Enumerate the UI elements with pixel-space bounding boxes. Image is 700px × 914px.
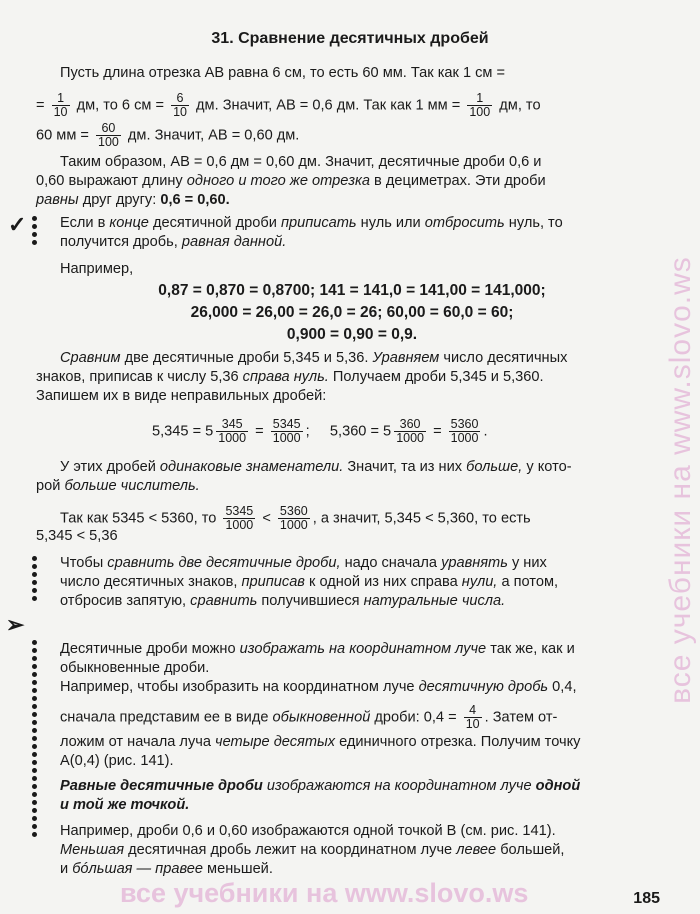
coord-line3: Например, чтобы изобразить на координатном луче десятичную дробь 0,4,: [60, 679, 577, 695]
rule2-line1: Чтобы сравнить две десятичные дроби, надо сначала уравнять у них: [60, 555, 547, 571]
rule-dots: [32, 216, 38, 248]
compare-line2: знаков, приписав к числу 5,36 справа нуль. Получаем дроби 5,345 и 5,360.: [36, 369, 544, 385]
fraction: $\frac{1}{100}$: [469, 91, 491, 119]
coord-line4: сначала представим ее в виде обыкновенной дроби: 0,4 = $\frac{4}{10}$ . Затем от-: [60, 703, 558, 731]
rule2-line3: отбросив запятую, сравнить получившиеся натуральные числа.: [60, 593, 506, 609]
fraction: $\frac{5345}{1000}$: [272, 417, 301, 445]
para5-line3: и бóльшая — правее меньшей.: [60, 861, 273, 877]
page-number: 185: [633, 890, 660, 907]
fraction: $\frac{360}{1000}$: [396, 417, 424, 445]
example-equality-1: 0,87 = 0,870 = 0,8700; 141 = 141,0 = 141,00 = 141,000;: [158, 282, 546, 299]
fraction: $\frac{5360}{1000}$: [279, 504, 308, 532]
para2-line3: равны друг другу: 0,6 = 0,60.: [36, 192, 230, 208]
coord-line6: A(0,4) (рис. 141).: [60, 753, 174, 769]
example-label: Например,: [60, 261, 134, 277]
rule-dots: [32, 556, 38, 604]
side-watermark: все учебники на www.slovo.ws: [664, 256, 697, 704]
para5-line2: Меньшая десятичная дробь лежит на координатном луче левее большей,: [60, 842, 565, 858]
para3-line2: рой больше числитель.: [36, 478, 200, 494]
pen-pointer-icon: ➢: [6, 612, 25, 637]
para5-line1: Например, дроби 0,6 и 0,60 изображаются одной точкой B (см. рис. 141).: [60, 823, 556, 839]
rule2-line2: число десятичных знаков, приписав к одной из них справа нули, а потом,: [60, 574, 559, 590]
fraction: $\frac{1}{10}$: [53, 91, 68, 119]
rule1-line2: получится дробь, равная данной.: [60, 234, 287, 250]
para2-line2: 0,60 выражают длину одного и того же отрезка в дециметрах. Эти дроби: [36, 173, 546, 189]
para2-line1: Таким образом, AB = 0,6 дм = 0,60 дм. Значит, десятичные дроби 0,6 и: [60, 154, 542, 170]
para4-line1: Так как 5345 < 5360, то $\frac{5345}{1000}$ < $\frac{5360}{1000}$ , а значит, 5,345 < 5,360, то есть: [60, 504, 531, 532]
para1-line3: 60 мм = $\frac{60}{100}$ дм. Значит, AB = 0,60 дм.: [36, 121, 300, 149]
section-title: 31. Сравнение десятичных дробей: [211, 30, 489, 47]
para4-line2: 5,345 < 5,36: [36, 528, 118, 544]
fraction: $\frac{6}{10}$: [173, 91, 187, 119]
para3-line1: У этих дробей одинаковые знаменатели. Значит, та из них больше, у кото-: [60, 459, 572, 475]
fraction: $\frac{60}{100}$: [98, 121, 119, 149]
compare-line1: Сравним две десятичные дроби 5,345 и 5,36. Уравняем число десятичных: [60, 350, 568, 366]
check-mark-icon: ✓: [8, 212, 27, 237]
coord-line7: Равные десятичные дроби изображаются на координатном луче одной: [60, 778, 581, 794]
fraction: $\frac{5345}{1000}$: [225, 504, 254, 532]
fraction: $\frac{5360}{1000}$: [450, 417, 479, 445]
bottom-watermark: все учебники на www.slovo.ws: [120, 878, 529, 908]
example-equality-2: 26,000 = 26,00 = 26,0 = 26; 60,00 = 60,0 = 60;: [190, 304, 514, 321]
compare-fractions: 5,345 = 5 $\frac{345}{1000}$ = $\frac{5345}{1000}$ ; 5,360 = 5 $\frac{360}{1000}$ = $\frac{5360}{1000}$ .: [152, 417, 488, 445]
para1-line1: Пусть длина отрезка AB равна 6 см, то есть 60 мм. Так как 1 см =: [60, 65, 506, 81]
coord-line5: ложим от начала луча четыре десятых единичного отрезка. Получим точку: [60, 734, 581, 750]
coord-line8: и той же точкой.: [60, 797, 190, 813]
example-equality-3: 0,900 = 0,90 = 0,9.: [286, 326, 418, 343]
rule1-line1: Если в конце десятичной дроби приписать нуль или отбросить нуль, то: [60, 215, 563, 231]
compare-line3: Запишем их в виде неправильных дробей:: [36, 388, 327, 404]
para1-line2: = $\frac{1}{10}$ дм, то 6 см = $\frac{6}{10}$ дм. Значит, AB = 0,6 дм. Так как 1 мм = $\frac{1}{100}$ дм, то: [36, 91, 541, 119]
fraction: $\frac{4}{10}$: [465, 703, 480, 731]
coord-line1: Десятичные дроби можно изображать на координатном луче так же, как и: [60, 641, 575, 657]
rule-dots: [32, 640, 38, 840]
coord-line2: обыкновенные дроби.: [60, 660, 210, 676]
fraction: $\frac{345}{1000}$: [218, 417, 247, 445]
